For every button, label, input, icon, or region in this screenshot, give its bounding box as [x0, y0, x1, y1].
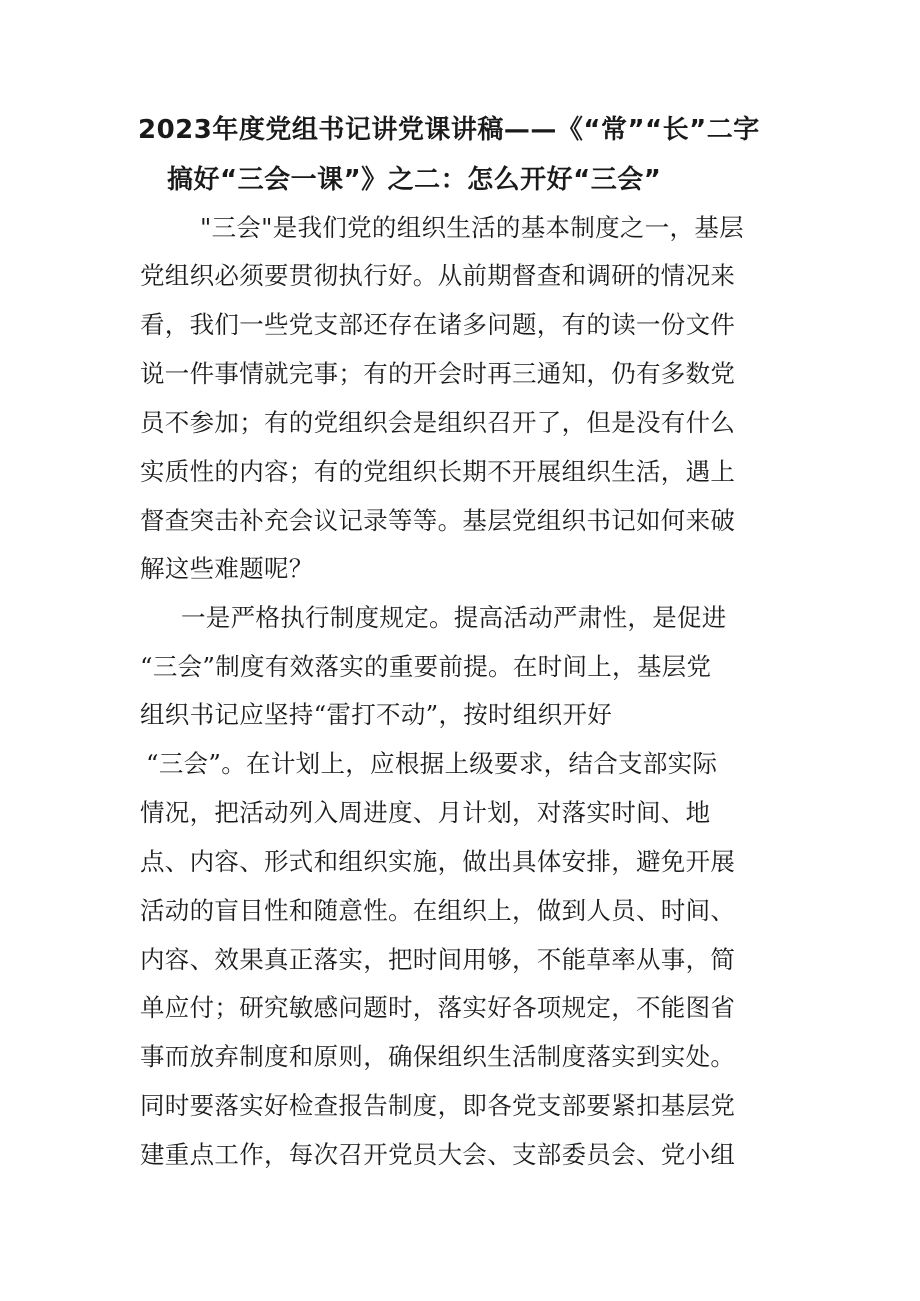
body-line-17: 单应付；研究敏感问题时，落实好各项规定，不能图省 — [140, 993, 736, 1022]
body-line-2: 党组织必须要贯彻执行好。从前期督查和调研的情况来 — [140, 261, 736, 290]
body-line-10: “三会”制度有效落实的重要前提。在时间上，基层党 — [140, 652, 712, 681]
body-line-13: 情况，把活动列入周进度、月计划，对落实时间、地 — [140, 798, 711, 827]
document-title-line-1: 2023年度党组书记讲党课讲稿——《“常”“长”二字 — [138, 115, 760, 145]
body-line-12: “三会”。在计划上，应根据上级要求，结合支部实际 — [146, 749, 718, 778]
body-line-4: 说一件事情就完事；有的开会时再三通知，仍有多数党 — [140, 359, 736, 388]
body-line-5: 员不参加；有的党组织会是组织召开了，但是没有什么 — [140, 408, 736, 437]
body-line-14: 点、内容、形式和组织实施，做出具体安排，避免开展 — [140, 847, 736, 876]
body-line-16: 内容、效果真正落实，把时间用够，不能草率从事，简 — [140, 945, 736, 974]
body-line-15: 活动的盲目性和随意性。在组织上，做到人员、时间、 — [140, 896, 736, 925]
body-line-9: 一是严格执行制度规定。提高活动严肃性，是促进 — [181, 603, 727, 632]
body-line-1: "三会"是我们党的组织生活的基本制度之一，基层 — [200, 213, 744, 242]
document-title-line-2: 搞好“三会一课”》之二：怎么开好“三会” — [167, 165, 662, 195]
body-line-3: 看，我们一些党支部还存在诸多问题，有的读一份文件 — [140, 310, 736, 339]
body-line-6: 实质性的内容；有的党组织长期不开展组织生活，遇上 — [140, 457, 736, 486]
body-line-20: 建重点工作，每次召开党员大会、支部委员会、党小组 — [140, 1140, 736, 1169]
body-line-8: 解这些难题呢？ — [140, 554, 314, 583]
body-line-19: 同时要落实好检查报告制度，即各党支部要紧扣基层党 — [140, 1091, 736, 1120]
body-line-11: 组织书记应坚持“雷打不动”，按时组织开好 — [140, 700, 613, 729]
body-line-7: 督查突击补充会议记录等等。基层党组织书记如何来破 — [140, 506, 736, 535]
body-line-18: 事而放弃制度和原则，确保组织生活制度落实到实处。 — [140, 1042, 736, 1071]
